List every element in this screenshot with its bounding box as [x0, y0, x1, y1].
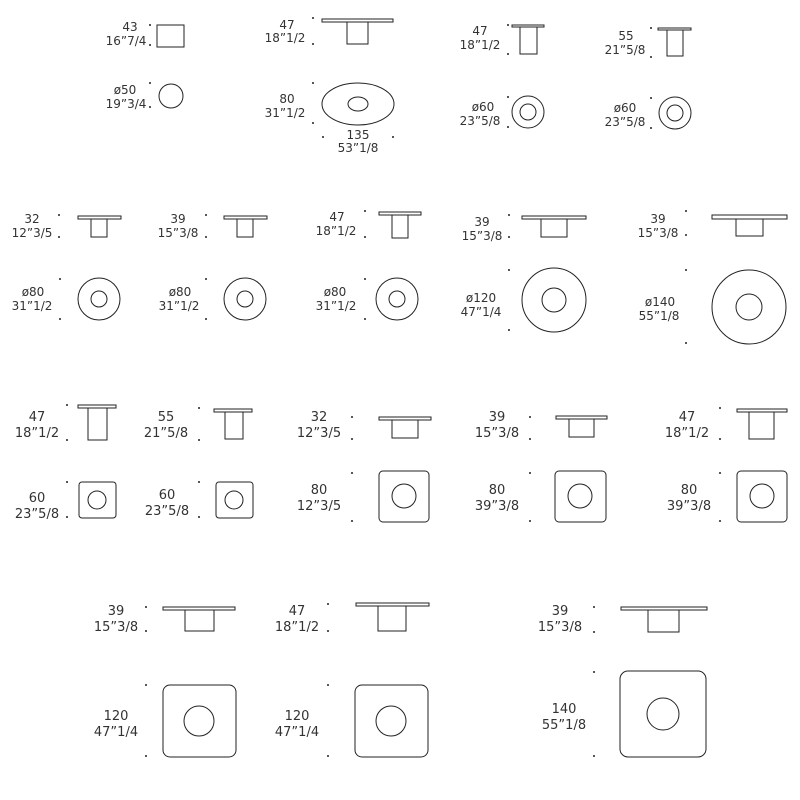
item-circle-60-plan — [460, 96, 544, 128]
item-table-39-side — [638, 210, 787, 240]
base-elevation — [88, 408, 107, 440]
height-inch-label: 16”7/4 — [105, 34, 147, 48]
item-table-32-side — [297, 410, 431, 441]
item-table-47-side — [316, 210, 421, 238]
height-inch-label: 15”3/8 — [537, 620, 583, 635]
height-inch-label: 12”3/5 — [11, 226, 53, 240]
dim-dot — [59, 318, 61, 320]
base-plan — [520, 104, 536, 120]
base-elevation — [392, 420, 418, 438]
dim-dot — [719, 407, 721, 409]
size-inch-label: 55”1/8 — [638, 309, 680, 323]
dim-dot — [58, 214, 60, 216]
base-plan — [91, 291, 107, 307]
dim-dot — [508, 214, 510, 216]
size-inch-label: 19”3/4 — [105, 97, 147, 111]
height-inch-label: 18”1/2 — [664, 426, 710, 441]
size-inch-label: 47”1/4 — [93, 725, 139, 740]
size-inch-label: 23”5/8 — [144, 504, 190, 519]
item-table-47-side — [15, 404, 116, 441]
dim-dot — [145, 755, 147, 757]
size-inch-label: 47”1/4 — [460, 305, 502, 319]
size-label: 120 — [284, 709, 310, 724]
base-elevation — [749, 412, 774, 439]
dim-dot — [685, 234, 687, 236]
base-plan — [237, 291, 253, 307]
item-circle-80-plan — [159, 278, 266, 320]
item-circle-140-plan — [639, 269, 786, 344]
dim-dot — [198, 407, 200, 409]
size-label: ø80 — [168, 285, 192, 299]
dim-dot — [205, 278, 207, 280]
item-square-80-plan — [667, 471, 787, 522]
block-elevation — [157, 25, 184, 47]
dim-dot — [149, 44, 151, 46]
height-label: 39 — [474, 215, 490, 229]
size-inch-label: 55”1/8 — [541, 718, 587, 733]
dim-dot — [364, 210, 366, 212]
size-label: ø80 — [21, 285, 45, 299]
dim-dot — [66, 516, 68, 518]
height-inch-label: 18”1/2 — [14, 426, 60, 441]
tabletop-plan — [78, 278, 120, 320]
size-inch-label: 47”1/4 — [274, 725, 320, 740]
dim-dot — [650, 97, 652, 99]
height-label: 39 — [650, 212, 666, 226]
size-label: 140 — [551, 702, 577, 717]
height-label: 47 — [279, 18, 295, 32]
dim-dot — [507, 53, 509, 55]
base-plan — [376, 706, 406, 736]
item-table-55-side — [605, 27, 691, 58]
item-oval-80x135-plan — [265, 82, 394, 155]
dim-dot — [508, 236, 510, 238]
base-plan — [750, 484, 774, 508]
item-table-47-side — [665, 407, 787, 441]
size-label: ø60 — [613, 101, 637, 115]
item-circle-60-plan — [605, 97, 691, 129]
length-label: 135 — [346, 128, 370, 142]
dim-dot — [58, 236, 60, 238]
base-elevation — [378, 606, 406, 631]
size-inch-label: 31”1/2 — [264, 106, 306, 120]
item-table-39-side — [462, 214, 586, 243]
base-plan — [568, 484, 592, 508]
height-inch-label: 21”5/8 — [604, 43, 646, 57]
dim-dot — [685, 342, 687, 344]
tabletop-plan — [376, 278, 418, 320]
tabletop-plan — [224, 278, 266, 320]
height-label: 47 — [472, 24, 488, 38]
item-table-39-side — [158, 212, 267, 240]
dim-dot — [364, 278, 366, 280]
dim-dot — [650, 56, 652, 58]
height-inch-label: 15”3/8 — [157, 226, 199, 240]
item-table-39-side — [94, 604, 235, 635]
height-inch-label: 21”5/8 — [143, 426, 189, 441]
base-elevation — [667, 30, 683, 56]
size-label: 60 — [158, 488, 176, 503]
base-elevation — [225, 412, 243, 439]
item-table-32-side — [12, 212, 121, 240]
dim-dot — [205, 236, 207, 238]
height-inch-label: 12”3/5 — [296, 426, 342, 441]
height-inch-label: 18”1/2 — [459, 38, 501, 52]
tabletop-plan — [712, 270, 786, 344]
height-label: 47 — [28, 410, 46, 425]
size-label: 80 — [279, 92, 295, 106]
base-elevation — [541, 219, 567, 237]
dim-dot — [145, 606, 147, 608]
size-label: 120 — [103, 709, 129, 724]
size-inch-label: 31”1/2 — [11, 299, 53, 313]
item-table-47-side — [265, 17, 393, 45]
dim-dot — [650, 127, 652, 129]
tabletop-plan — [379, 471, 429, 522]
tabletop-plan — [355, 685, 428, 757]
dim-dot — [66, 404, 68, 406]
dim-dot — [508, 329, 510, 331]
size-inch-label: 23”5/8 — [604, 115, 646, 129]
dim-dot — [719, 472, 721, 474]
dim-dot — [198, 481, 200, 483]
dim-dot — [593, 606, 595, 608]
dim-dot — [593, 631, 595, 633]
tabletop-plan — [620, 671, 706, 757]
dim-dot — [312, 17, 314, 19]
size-label: ø120 — [465, 291, 497, 305]
base-elevation — [237, 219, 253, 237]
dim-dot — [312, 122, 314, 124]
dim-dot — [205, 214, 207, 216]
base-elevation — [392, 215, 408, 238]
dim-dot — [59, 278, 61, 280]
item-square-120-plan — [94, 684, 236, 757]
item-table-47-side — [275, 603, 429, 635]
height-label: 47 — [678, 410, 696, 425]
height-label: 32 — [310, 410, 328, 425]
base-plan — [392, 484, 416, 508]
dim-dot — [685, 210, 687, 212]
dim-dot — [719, 438, 721, 440]
height-inch-label: 15”3/8 — [637, 226, 679, 240]
base-plan — [736, 294, 762, 320]
height-inch-label: 18”1/2 — [264, 31, 306, 45]
dim-dot — [650, 27, 652, 29]
tabletop-plan — [555, 471, 606, 522]
height-label: 47 — [288, 604, 306, 619]
base-plan — [647, 698, 679, 730]
item-table-55-side — [144, 407, 252, 441]
height-inch-label: 15”3/8 — [93, 620, 139, 635]
height-label: 39 — [488, 410, 506, 425]
base-elevation — [520, 27, 537, 54]
dim-dot — [312, 43, 314, 45]
size-inch-label: 23”5/8 — [14, 507, 60, 522]
height-inch-label: 15”3/8 — [474, 426, 520, 441]
height-label: 55 — [157, 410, 175, 425]
base-plan — [88, 491, 106, 509]
item-square-60-plan — [15, 481, 116, 522]
dim-dot — [327, 603, 329, 605]
height-inch-label: 18”1/2 — [274, 620, 320, 635]
dim-dot — [529, 472, 531, 474]
size-inch-label: 23”5/8 — [459, 114, 501, 128]
dim-dot — [198, 439, 200, 441]
size-inch-label: 12”3/5 — [296, 499, 342, 514]
size-label: ø60 — [471, 100, 495, 114]
dim-dot — [364, 318, 366, 320]
base-plan — [348, 97, 368, 111]
item-table-39-side — [475, 410, 607, 441]
base-elevation — [91, 219, 107, 237]
tabletop-plan — [659, 97, 691, 129]
tabletop-plan — [737, 471, 787, 522]
dim-dot — [312, 82, 314, 84]
dim-dot — [507, 24, 509, 26]
item-block-43-side — [106, 20, 184, 48]
dim-dot — [149, 82, 151, 84]
dim-dot — [529, 438, 531, 440]
base-plan — [542, 288, 566, 312]
size-label: 80 — [310, 483, 328, 498]
base-plan — [667, 105, 683, 121]
size-inch-label: 31”1/2 — [315, 299, 357, 313]
dim-dot — [507, 96, 509, 98]
dim-dot — [149, 106, 151, 108]
item-circle-120-plan — [461, 268, 586, 332]
dim-dot — [593, 755, 595, 757]
height-inch-label: 18”1/2 — [315, 224, 357, 238]
size-label: ø80 — [323, 285, 347, 299]
dim-dot — [351, 472, 353, 474]
item-square-80-plan — [297, 471, 429, 522]
base-plan — [389, 291, 405, 307]
dim-dot — [205, 318, 207, 320]
height-label: 32 — [24, 212, 40, 226]
base-elevation — [736, 219, 763, 236]
size-label: ø140 — [644, 295, 676, 309]
height-label: 39 — [551, 604, 569, 619]
item-circle-80-plan — [316, 278, 418, 320]
size-inch-label: 31”1/2 — [158, 299, 200, 313]
base-elevation — [569, 419, 594, 437]
base-plan — [225, 491, 243, 509]
item-square-140-plan — [542, 671, 706, 757]
dim-dot — [351, 416, 353, 418]
height-label: 39 — [107, 604, 125, 619]
dim-dot — [508, 269, 510, 271]
base-elevation — [648, 610, 679, 632]
dim-dot — [327, 630, 329, 632]
height-inch-label: 15”3/8 — [461, 229, 503, 243]
height-label: 47 — [329, 210, 345, 224]
item-circle-80-plan — [12, 278, 120, 320]
item-square-120-plan — [275, 684, 428, 757]
tabletop-plan — [322, 83, 394, 125]
dim-dot — [351, 520, 353, 522]
tabletop-plan — [163, 685, 236, 757]
size-inch-label: 39”3/8 — [474, 499, 520, 514]
dim-dot — [145, 630, 147, 632]
base-elevation — [347, 22, 368, 44]
dim-dot — [593, 671, 595, 673]
tabletop-plan — [512, 96, 544, 128]
dim-dot — [198, 516, 200, 518]
base-plan — [184, 706, 214, 736]
dim-dot — [327, 684, 329, 686]
dim-dot — [351, 438, 353, 440]
dim-dot — [719, 520, 721, 522]
dim-dot — [685, 269, 687, 271]
tabletop-elevation — [712, 215, 787, 219]
height-label: 55 — [618, 29, 634, 43]
dim-dot — [149, 24, 151, 26]
tabletop-plan — [216, 482, 253, 518]
dim-dot — [392, 136, 394, 138]
tabletop-plan — [522, 268, 586, 332]
item-square-60-plan — [145, 481, 253, 519]
dim-dot — [507, 126, 509, 128]
size-label: 60 — [28, 491, 46, 506]
size-label: 80 — [488, 483, 506, 498]
height-label: 39 — [170, 212, 186, 226]
dim-dot — [322, 136, 324, 138]
dim-dot — [66, 481, 68, 483]
size-label: 80 — [680, 483, 698, 498]
size-inch-label: 39”3/8 — [666, 499, 712, 514]
dim-dot — [327, 755, 329, 757]
tabletop-plan — [159, 84, 183, 108]
dim-dot — [364, 236, 366, 238]
dim-dot — [529, 416, 531, 418]
base-elevation — [185, 610, 214, 631]
dim-dot — [66, 439, 68, 441]
item-circle-50-plan — [106, 82, 183, 111]
height-label: 43 — [122, 20, 138, 34]
item-table-47-side — [460, 24, 544, 55]
item-table-39-side — [538, 604, 707, 635]
length-inch-label: 53”1/8 — [337, 141, 379, 155]
dim-dot — [145, 684, 147, 686]
dim-dot — [529, 520, 531, 522]
size-label: ø50 — [113, 83, 137, 97]
item-square-80-plan — [475, 471, 606, 522]
tabletop-plan — [79, 482, 116, 518]
